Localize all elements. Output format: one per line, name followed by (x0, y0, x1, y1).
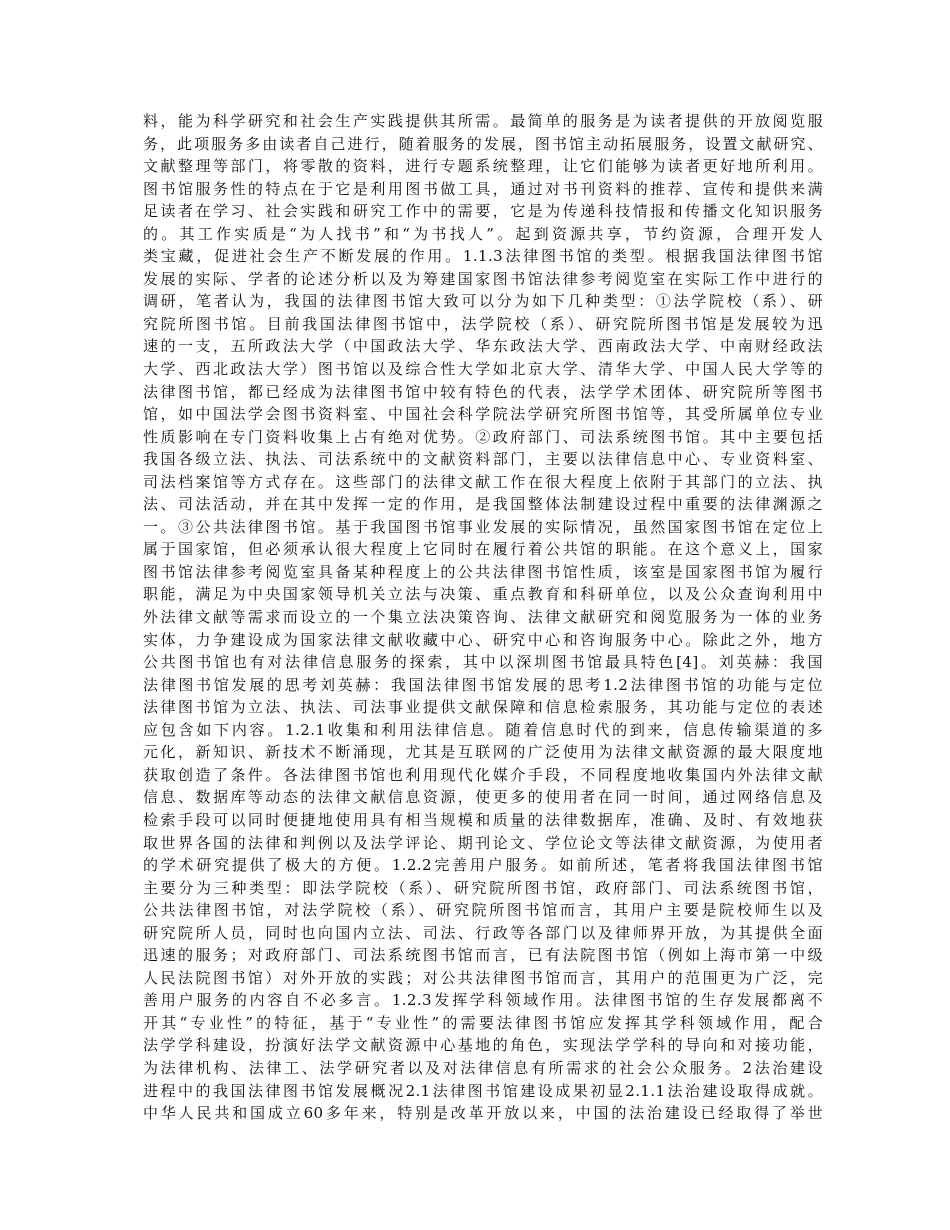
text-line: 性质影响在专门资料收集上占有绝对优势。②政府部门、司法系统图书馆。其中主要包括 (143, 427, 823, 446)
text-line: 图书馆服务性的特点在于它是利用图书做工具，通过对书刊资料的推荐、宣传和提供来满 (143, 179, 823, 198)
text-line: 大学、西北政法大学）图书馆以及综合性大学如北京大学、清华大学、中国人民大学等的 (143, 360, 823, 379)
text-line: 司法档案馆等方式存在。这些部门的法律文献工作在很大程度上依附于其部门的立法、执 (143, 472, 823, 491)
text-line: 属于国家馆，但必须承认很大程度上它同时在履行着公共馆的职能。在这个意义上，国家 (143, 540, 823, 559)
text-line: 信息、数据库等动态的法律文献信息资源，使更多的使用者在同一时间，通过网络信息及 (143, 788, 823, 807)
text-line: 研究院所人员，同时也向国内立法、司法、行政等各部门以及律师界开放，为其提供全面 (143, 923, 823, 942)
text-line: 善用户服务的内容自不必多言。1.2.3发挥学科领域作用。法律图书馆的生存发展都离不 (143, 991, 823, 1010)
text-line: 发展的实际、学者的论述分析以及为筹建国家图书馆法律参考阅览室在实际工作中进行的 (143, 269, 823, 288)
text-line: 速的一支，五所政法大学（中国政法大学、华东政法大学、西南政法大学、中南财经政法 (143, 337, 823, 356)
text-line: 料，能为科学研究和社会生产实践提供其所需。最简单的服务是为读者提供的开放阅览服 (143, 112, 823, 130)
text-line: 的学术研究提供了极大的方便。1.2.2完善用户服务。如前所述，笔者将我国法律图书馆 (143, 856, 823, 875)
text-line: 检索手段可以同时便捷地使用具有相当规模和质量的法律数据库，准确、及时、有效地获 (143, 810, 823, 829)
text-line: 进程中的我国法律图书馆发展概况2.1法律图书馆建设成果初显2.1.1法治建设取得成就。 (143, 1081, 823, 1100)
text-line: 法、司法活动，并在其中发挥一定的作用，是我国整体法制建设过程中重要的法律渊源之 (143, 495, 823, 514)
text-line: 迅速的服务；对政府部门、司法系统图书馆而言，已有法院图书馆（例如上海市第一中级 (143, 946, 823, 965)
text-line: 类宝藏，促进社会生产不断发展的作用。1.1.3法律图书馆的类型。根据我国法律图书馆 (143, 247, 823, 266)
text-line: 主要分为三种类型：即法学院校（系）、研究院所图书馆，政府部门、司法系统图书馆， (143, 878, 823, 897)
text-line: 中华人民共和国成立60多年来，特别是改革开放以来，中国的法治建设已经取得了举世 (143, 1104, 823, 1123)
text-line: 人民法院图书馆）对外开放的实践；对公共法律图书馆而言，其用户的范围更为广泛，完 (143, 968, 823, 987)
text-line: 法学学科建设，扮演好法学文献资源中心基地的角色，实现法学学科的导向和对接功能， (143, 1036, 823, 1055)
text-line: 法律图书馆发展的思考刘英赫：我国法律图书馆发展的思考1.2法律图书馆的功能与定位 (143, 675, 823, 694)
text-line: 我国各级立法、执法、司法系统中的文献资料部门，主要以法律信息中心、专业资料室、 (143, 450, 823, 469)
text-line: 法律图书馆为立法、执法、司法事业提供文献保障和信息检索服务，其功能与定位的表述 (143, 698, 823, 717)
text-line: 馆，如中国法学会图书资料室、中国社会科学院法学研究所图书馆等，其受所属单位专业 (143, 405, 823, 424)
text-line: 为法律机构、法律工、法学研究者以及对法律信息有所需求的社会公众服务。2法治建设 (143, 1058, 823, 1077)
text-line: 取世界各国的法律和判例以及法学评论、期刊论文、学位论文等法律文献资源，为使用者 (143, 833, 823, 852)
text-line: 一。③公共法律图书馆。基于我国图书馆事业发展的实际情况，虽然国家图书馆在定位上 (143, 517, 823, 536)
text-line: 文献整理等部门，将零散的资料，进行专题系统整理，让它们能够为读者更好地所利用。 (143, 157, 823, 176)
text-line: 职能，满足为中央国家领导机关立法与决策、重点教育和科研单位，以及公众查询利用中 (143, 585, 823, 604)
text-line: 外法律文献等需求而设立的一个集立法决策咨询、法律文献研究和阅览服务为一体的业务 (143, 608, 823, 627)
text-line: 务，此项服务多由读者自己进行，随着服务的发展，图书馆主动拓展服务，设置文献研究、 (143, 134, 823, 153)
body-text (143, 110, 823, 1125)
text-line: 足读者在学习、社会实践和研究工作中的需要，它是为传递科技情报和传播文化知识服务 (143, 202, 823, 221)
text-line: 应包含如下内容。1.2.1收集和利用法律信息。随着信息时代的到来，信息传输渠道的多 (143, 720, 823, 739)
text-line: 获取创造了条件。各法律图书馆也利用现代化媒介手段，不同程度地收集国内外法律文献 (143, 765, 823, 784)
text-line: 元化，新知识、新技术不断涌现，尤其是互联网的广泛使用为法律文献资源的最大限度地 (143, 743, 823, 762)
text-line: 图书馆法律参考阅览室具备某种程度上的公共法律图书馆性质，该室是国家图书馆为履行 (143, 562, 823, 581)
text-line: 调研，笔者认为，我国的法律图书馆大致可以分为如下几种类型：①法学院校（系）、研 (143, 292, 823, 311)
text-line: 开其“专业性”的特征，基于“专业性”的需要法律图书馆应发挥其学科领域作用，配合 (143, 1013, 823, 1032)
text-line: 公共法律图书馆，对法学院校（系）、研究院所图书馆而言，其用户主要是院校师生以及 (143, 901, 823, 920)
text-line: 法律图书馆，都已经成为法律图书馆中较有特色的代表，法学学术团体、研究院所等图书 (143, 382, 823, 401)
text-line: 实体，力争建设成为国家法律文献收藏中心、研究中心和咨询服务中心。除此之外，地方 (143, 630, 823, 649)
text-line: 的。其工作实质是“为人找书”和“为书找人”。起到资源共享，节约资源，合理开发人 (143, 224, 823, 243)
text-line: 公共图书馆也有对法律信息服务的探索，其中以深圳图书馆最具特色[4]。刘英赫：我国 (143, 653, 823, 672)
text-line: 究院所图书馆。目前我国法律图书馆中，法学院校（系）、研究院所图书馆是发展较为迅 (143, 314, 823, 333)
